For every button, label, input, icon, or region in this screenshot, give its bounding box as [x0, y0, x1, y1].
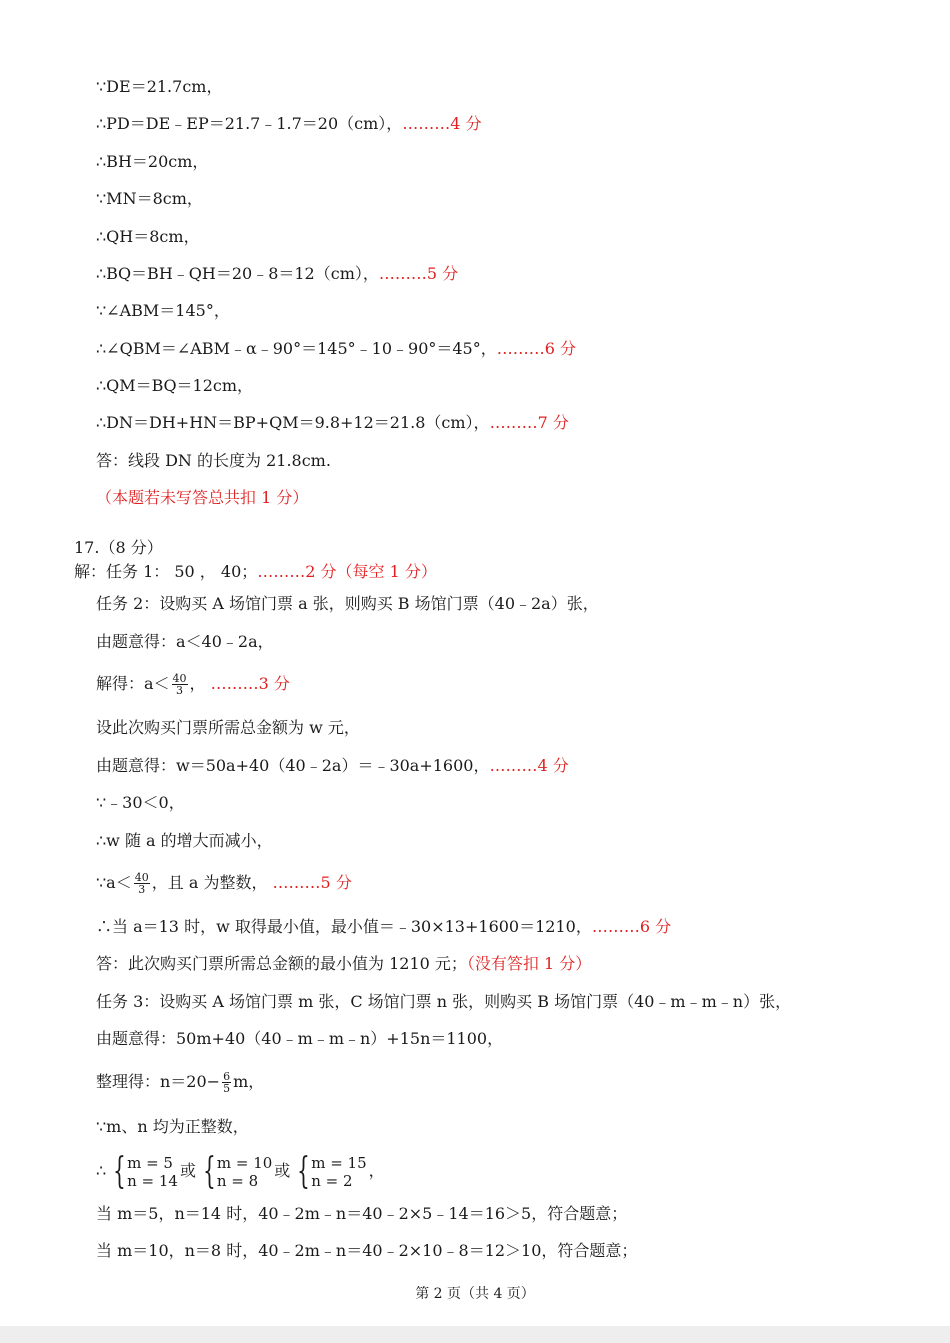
line-task2-setup: 任务 2：设购买 A 场馆门票 a 张，则购买 B 场馆门票（40﹣2a）张，	[96, 594, 599, 613]
line-task3-equation: 由题意得：50m+40（40﹣m﹣m﹣n）+15n＝1100，	[96, 1029, 504, 1048]
line-task2-answer: 答：此次购买门票所需总金额的最小值为 1210 元；（没有答扣 1 分）	[96, 954, 592, 973]
fraction: $\frac{6}{5}$	[223, 1070, 231, 1095]
bottom-strip	[0, 1326, 950, 1343]
fraction: $\frac{40}{3}$	[134, 871, 149, 896]
line-answer-dn: 答：线段 DN 的长度为 21.8cm.	[96, 451, 331, 470]
line-dn: ∴DN＝DH+HN＝BP+QM＝9.8+12＝21.8（cm），………7 分	[96, 413, 569, 432]
line-task3-systems: ∴ { m = 5 n = 14 或 { m = 10 n = 8 或 { m = 15 n = 2 ，	[96, 1150, 385, 1192]
line-pd: ∴PD＝DE﹣EP＝21.7﹣1.7＝20（cm），………4 分	[96, 114, 482, 133]
line-task3-case2: 当 m＝10，n＝8 时，40﹣2m﹣n＝40﹣2×10﹣8＝12＞10，符合题意；	[96, 1241, 638, 1260]
line-task3-positive: ∵m、n 均为正整数，	[96, 1117, 249, 1136]
score-mark: ………4 分	[402, 114, 482, 133]
line-task2-decrease: ∴w 随 a 的增大而减小，	[96, 831, 273, 850]
line-qbm: ∴∠QBM＝∠ABM﹣α﹣90°＝145°﹣10﹣90°＝45°，………6 分	[96, 339, 577, 358]
line-de: ∵DE＝21.7cm，	[96, 77, 223, 96]
line-task2-min: ∴当 a＝13 时，w 取得最小值，最小值＝﹣30×13+1600＝1210，………6 分	[96, 917, 672, 936]
equation-system: { m = 10 n = 8	[203, 1150, 273, 1192]
score-mark: ………7 分	[489, 413, 569, 432]
line-task3-simplify: 整理得：n＝20− $\frac{6}{5}$ m，	[96, 1070, 265, 1095]
score-mark: ………3 分	[210, 674, 290, 693]
equation-system: { m = 5 n = 14	[113, 1150, 178, 1192]
line-task2-solve: 解得：a＜ $\frac{40}{3}$ ， ………3 分	[96, 672, 290, 697]
line-bq: ∴BQ＝BH﹣QH＝20﹣8＝12（cm），………5 分	[96, 264, 459, 283]
score-mark: ………6 分	[591, 917, 672, 936]
page-footer: 第 2 页（共 4 页）	[415, 1286, 535, 1302]
line-abm: ∵∠ABM＝145°，	[96, 301, 230, 320]
line-task2-neg: ∵﹣30＜0，	[96, 793, 185, 812]
line-bh: ∴BH＝20cm，	[96, 152, 209, 171]
line-task2-integer: ∵a＜ $\frac{40}{3}$ ，且 a 为整数， ………5 分	[96, 871, 352, 896]
line-task2-w: 设此次购买门票所需总金额为 w 元，	[96, 718, 360, 737]
line-qm: ∴QM＝BQ＝12cm，	[96, 376, 254, 395]
line-task2-w-expr: 由题意得：w＝50a+40（40﹣2a）＝﹣30a+1600，………4 分	[96, 756, 569, 775]
score-mark: ………4 分	[489, 756, 569, 775]
equation-system: { m = 15 n = 2	[297, 1150, 367, 1192]
score-mark: （没有答扣 1 分）	[466, 954, 592, 973]
score-mark: ………6 分	[496, 339, 577, 358]
note-deduction: （本题若未写答总共扣 1 分）	[96, 488, 309, 507]
line-mn: ∵MN＝8cm，	[96, 189, 203, 208]
score-mark: ………5 分	[378, 264, 459, 283]
score-mark: ………5 分	[272, 873, 352, 892]
score-mark: ………2 分（每空 1 分）	[257, 562, 437, 581]
question-17-heading: 17.（8 分）	[74, 538, 163, 557]
line-task1: 解：任务 1： 50 ， 40；………2 分（每空 1 分）	[74, 562, 437, 581]
line-task3-setup: 任务 3：设购买 A 场馆门票 m 张，C 场馆门票 n 张，则购买 B 场馆门票（40﹣m﹣m﹣n）张，	[96, 992, 792, 1011]
line-task2-inequality: 由题意得：a＜40﹣2a，	[96, 632, 274, 651]
line-task3-case1: 当 m＝5，n＝14 时，40﹣2m﹣n＝40﹣2×5﹣14＝16＞5，符合题意；	[96, 1204, 628, 1223]
fraction: $\frac{40}{3}$	[172, 672, 187, 697]
line-qh: ∴QH＝8cm，	[96, 227, 200, 246]
